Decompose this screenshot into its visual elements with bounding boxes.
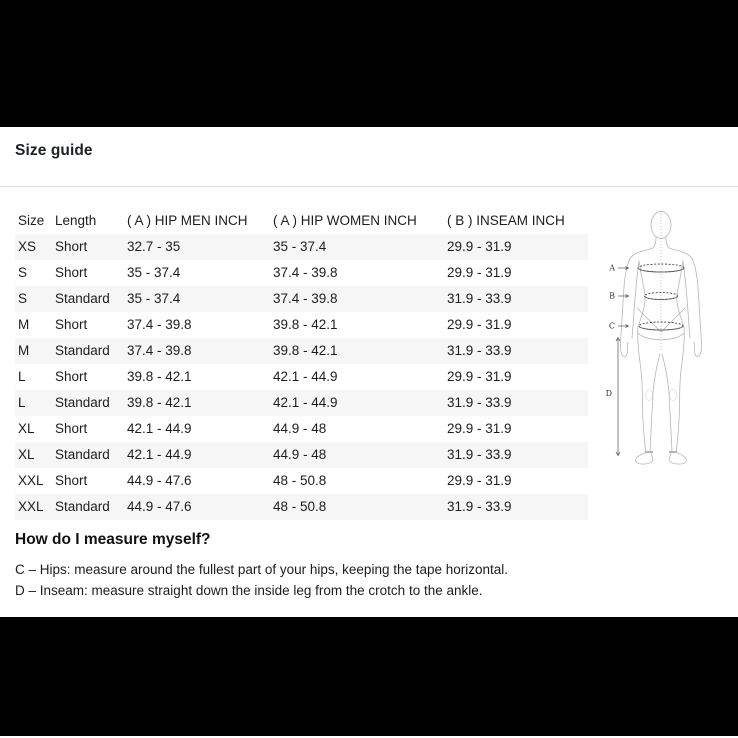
table-row (15, 338, 588, 364)
table-cell: Short (55, 473, 88, 488)
table-cell: 37.4 - 39.8 (273, 265, 338, 280)
table-cell: M (18, 317, 30, 332)
table-row (15, 364, 588, 390)
table-cell: Standard (55, 291, 110, 306)
table-cell: 35 - 37.4 (127, 291, 181, 306)
table-cell: 48 - 50.8 (273, 473, 327, 488)
table-cell: 29.9 - 31.9 (447, 369, 512, 384)
table-row (15, 312, 588, 338)
table-row (15, 234, 588, 260)
column-header-size: Size (18, 213, 45, 228)
table-cell: 44.9 - 47.6 (127, 473, 192, 488)
table-cell: 31.9 - 33.9 (447, 447, 512, 462)
table-cell: L (18, 369, 26, 384)
label-b: B (609, 291, 615, 301)
table-cell: XL (18, 447, 35, 462)
table-cell: 31.9 - 33.9 (447, 499, 512, 514)
table-cell: 44.9 - 47.6 (127, 499, 192, 514)
table-cell: 39.8 - 42.1 (273, 317, 338, 332)
label-a: A (609, 263, 615, 273)
table-row (15, 260, 588, 286)
table-cell: 31.9 - 33.9 (447, 291, 512, 306)
table-cell: 39.8 - 42.1 (127, 369, 192, 384)
table-cell: L (18, 395, 26, 410)
table-cell: XXL (18, 499, 44, 514)
instruction-inseam: D – Inseam: measure straight down the inside leg from the crotch to the ankle. (15, 583, 483, 598)
table-cell: 35 - 37.4 (273, 239, 327, 254)
measure-heading: How do I measure myself? (15, 531, 211, 548)
table-cell: Short (55, 265, 88, 280)
table-cell: 37.4 - 39.8 (127, 343, 192, 358)
column-header-length: Length (55, 213, 97, 228)
table-cell: Standard (55, 343, 110, 358)
table-cell: 44.9 - 48 (273, 447, 327, 462)
table-cell: 39.8 - 42.1 (127, 395, 192, 410)
body-figure-illustration (596, 205, 716, 470)
table-row (15, 390, 588, 416)
table-cell: 44.9 - 48 (273, 421, 327, 436)
body-measurement-diagram (596, 205, 716, 470)
bottom-letterbox (0, 617, 738, 736)
table-cell: Standard (55, 395, 110, 410)
table-cell: S (18, 291, 28, 306)
table-cell: Standard (55, 447, 110, 462)
table-cell: 42.1 - 44.9 (127, 447, 192, 462)
table-cell: 31.9 - 33.9 (447, 343, 512, 358)
table-cell: 29.9 - 31.9 (447, 421, 512, 436)
table-cell: 29.9 - 31.9 (447, 317, 512, 332)
table-cell: Short (55, 317, 88, 332)
table-cell: 42.1 - 44.9 (273, 395, 338, 410)
table-cell: Short (55, 421, 88, 436)
table-row (15, 286, 588, 312)
table-cell: 42.1 - 44.9 (127, 421, 192, 436)
column-header-inseam: ( B ) INSEAM INCH (447, 213, 565, 228)
column-header-hip-men: ( A ) HIP MEN INCH (127, 213, 248, 228)
table-cell: Short (55, 369, 88, 384)
table-row (15, 468, 588, 494)
table-cell: 29.9 - 31.9 (447, 265, 512, 280)
divider (0, 186, 738, 187)
table-cell: 32.7 - 35 (127, 239, 181, 254)
table-cell: 37.4 - 39.8 (127, 317, 192, 332)
table-row (15, 416, 588, 442)
table-cell: 31.9 - 33.9 (447, 395, 512, 410)
table-cell: 42.1 - 44.9 (273, 369, 338, 384)
column-header-hip-women: ( A ) HIP WOMEN INCH (273, 213, 417, 228)
table-cell: XL (18, 421, 35, 436)
table-row (15, 442, 588, 468)
size-table-header (15, 208, 588, 234)
label-d: D (605, 389, 612, 398)
table-cell: 29.9 - 31.9 (447, 239, 512, 254)
table-cell: S (18, 265, 28, 280)
label-c: C (608, 321, 615, 331)
table-cell: Standard (55, 499, 110, 514)
table-cell: 37.4 - 39.8 (273, 291, 338, 306)
instruction-hips: C – Hips: measure around the fullest part of your hips, keeping the tape horizontal. (15, 562, 509, 577)
table-cell: XXL (18, 473, 44, 488)
page-title: Size guide (15, 142, 93, 159)
size-table-body (15, 234, 588, 520)
table-cell: 29.9 - 31.9 (447, 473, 512, 488)
table-row (15, 494, 588, 520)
table-cell: 35 - 37.4 (127, 265, 181, 280)
table-cell: M (18, 343, 30, 358)
top-letterbox (0, 0, 738, 127)
size-table (15, 208, 588, 520)
table-cell: 48 - 50.8 (273, 499, 327, 514)
table-cell: 39.8 - 42.1 (273, 343, 338, 358)
table-cell: Short (55, 239, 88, 254)
table-cell: XS (18, 239, 37, 254)
